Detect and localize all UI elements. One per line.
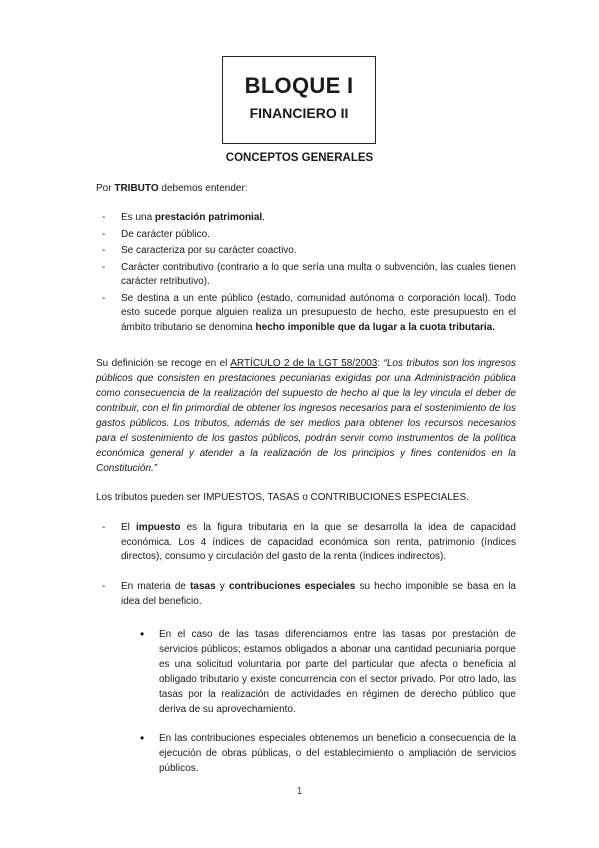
- item-bold: prestación patrimonial: [154, 212, 263, 223]
- intro-post: debemos entender:: [158, 183, 248, 194]
- item-text: y: [215, 581, 229, 592]
- section-title: CONCEPTOS GENERALES: [225, 152, 374, 164]
- article-link[interactable]: ARTÍCULO 2 de la LGT 58/2003: [230, 358, 378, 369]
- definition-colon: :: [377, 358, 384, 369]
- types-line: Los tributos pueden ser IMPUESTOS, TASAS o CONTRIBUCIONES ESPECIALES.: [96, 492, 469, 503]
- list-item: [102, 211, 516, 226]
- page-number: 1: [296, 786, 303, 797]
- sub-items-list: [140, 627, 516, 717]
- definition-pre: Su definición se recoge en el: [96, 358, 231, 369]
- intro-paragraph: [96, 181, 516, 196]
- item-text: Se destina a un ente público (estado, comunidad autónoma o corporación local). Todo esto sucede porque alguien realiza un presupuesto de hecho, este presupuesto en el ámbito tributario se denomina: [121, 292, 516, 333]
- intro-bold: TRIBUTO: [114, 183, 159, 194]
- item-text: su hecho imponible se basa en la idea del beneficio.: [121, 581, 516, 607]
- page-subtitle: FINANCIERO II: [249, 105, 349, 121]
- sub-items-list-2: [140, 731, 516, 776]
- item-text: Es una: [121, 212, 155, 223]
- item-bold: contribuciones especiales: [228, 581, 356, 592]
- features-list: [102, 211, 516, 337]
- list-item: • En las contribuciones especiales obtenemos un beneficio a consecuencia de la ejecución de obras públicas, o del establecimiento o ampliación de servicios públicos.: [140, 731, 516, 776]
- list-item: [102, 244, 516, 259]
- intro-pre: Por: [96, 183, 115, 194]
- page-title: BLOQUE I: [244, 73, 354, 98]
- list-item: [102, 228, 516, 243]
- item-text: Carácter contributivo (contrario a lo que sería una multa o subvención, las cuales tienen carácter retributivo).: [121, 261, 516, 287]
- item-text: .: [262, 212, 265, 223]
- item-bold: tasas: [190, 581, 216, 592]
- list-item: • En el caso de las tasas diferenciamos entre las tasas por prestación de servicios públicos; estamos obligados a abonar una cantidad pecuniaria porque es una solicitud voluntaria por parte del particular que afecta o beneficia al obligado tributario y existe concurrencia con el sector privado. Por otro lado, las tasas por la realización de actividades en régimen de derecho público que deriva de su aprovechamiento.: [140, 627, 516, 717]
- item-text: En materia de: [121, 581, 191, 592]
- list-item: [102, 292, 516, 336]
- item-bold: hecho imponible que da lugar a la cuota tributaria.: [255, 321, 496, 333]
- tasas-list: [102, 580, 516, 611]
- item-text: El: [121, 522, 137, 533]
- definition-paragraph: [96, 356, 516, 476]
- list-item: [102, 580, 516, 609]
- tax-types-list: [102, 521, 516, 567]
- item-text: De carácter público.: [121, 228, 210, 240]
- list-item: [102, 521, 516, 565]
- item-text: Se caracteriza por su carácter coactivo.: [121, 245, 297, 256]
- list-item: [102, 261, 516, 290]
- definition-quote: “Los tributos son los ingresos públicos que consisten en prestaciones pecuniarias exigidas por una Administración pública como consecuencia de la realización del supuesto de hecho al que la ley vincula el deber de contribuir, con el fin primordial de obtener los ingresos necesarios para el sostenimiento de los gastos públicos. Los tributos, además de ser medios para obtener los recursos necesarios para el sostenimiento de los gastos públicos, podrán servir como instrumentos de la política económica general y atender a la realización de los principios y fines contenidos en la Constitución.”: [96, 358, 516, 474]
- item-bold: impuesto: [136, 522, 181, 533]
- item-text: es la figura tributaria en la que se desarrolla la idea de capacidad económica. Los 4 índices de capacidad económica son renta, patrimonio (índices directos), consumo y circulación del gasto de la renta (índices indirectos).: [121, 522, 516, 562]
- title-box: [222, 56, 376, 144]
